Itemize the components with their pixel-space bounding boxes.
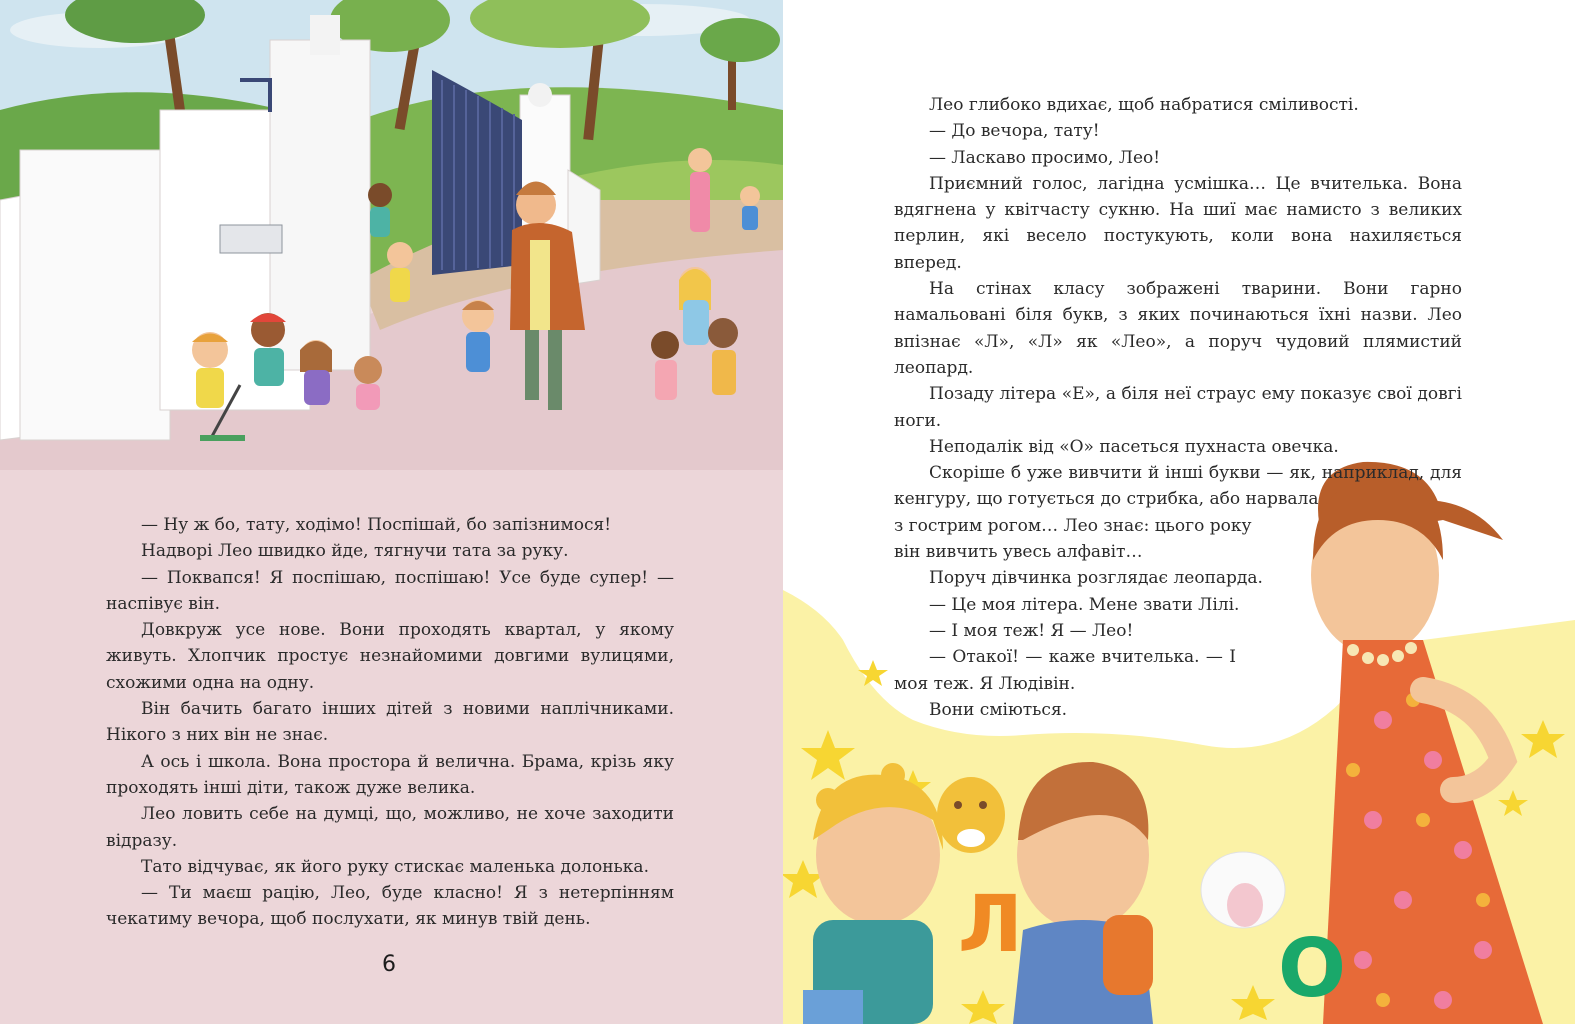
left-page (0, 0, 783, 1024)
right-page-text (894, 92, 1462, 723)
paragraph: Довкруж усе нове. Вони проходять квартал, у якому живуть. Хлопчик простує незнайомими довгими вулицями, схожими одна на одну. (106, 620, 674, 693)
paragraph: Тато відчуває, як його руку стискає маленька долонька. (141, 856, 649, 877)
page-number: 6 (382, 952, 396, 977)
paragraph: з гострим рогом… Лео знає: цього року (894, 515, 1252, 536)
letter-o-illustration: О (1278, 922, 1347, 1015)
paragraph: він вивчить увесь алфавіт… (894, 542, 1143, 563)
paragraph: — Ти маєш рацію, Лео, буде класно! Я з нетерпінням чекатиму вечора, щоб послухати, як минув твій день. (106, 883, 674, 930)
paragraph: Вони сміються. (929, 699, 1068, 720)
paragraph: Лео глибоко вдихає, щоб набратися сміливості. (929, 95, 1359, 115)
paragraph: — Ласкаво просимо, Лео! (929, 147, 1161, 168)
paragraph: — Поквапся! Я поспішаю, поспішаю! Усе буде супер! — наспівує він. (106, 567, 674, 614)
paragraph: — Ну ж бо, тату, ходімо! Поспішай, бо запізнимося! (141, 515, 612, 535)
leopard-mask (937, 777, 1005, 853)
paragraph: — Це моя літера. Мене звати Лілі. (929, 594, 1240, 615)
letter-l-illustration: Л (958, 880, 1023, 970)
paragraph: Він бачить багато інших дітей з новими наплічниками. Нікого з них він не знає. (106, 699, 674, 746)
left-page-text (106, 512, 674, 933)
paragraph: Надворі Лео швидко йде, тягнучи тата за руку. (141, 541, 569, 562)
paragraph: А ось і школа. Вона простора й велична. Брама, крізь яку проходять інші діти, також дуже велика. (106, 751, 674, 798)
paragraph: — Отакої! — каже вчителька. — І моя теж. Я Людівін. (894, 647, 1236, 694)
paragraph: Позаду літера «Е», а біля неї страус ему показує свої довгі ноги. (894, 384, 1462, 431)
paragraph: Неподалік від «О» пасеться пухнаста овечка. (929, 436, 1339, 457)
paragraph: Лео ловить себе на думці, що, можливо, не хоче заходити відразу. (106, 804, 674, 851)
paragraph: Поруч дівчинка розглядає леопарда. (929, 568, 1263, 589)
school-gate-illustration (0, 0, 783, 470)
paragraph: Приємний голос, лагідна усмішка… Це вчителька. Вона вдягнена у квітчасту сукню. На шиї має намисто з великих перлин, які весело постукують, коли вона нахиляється вперед. (894, 173, 1462, 273)
paragraph: На стінах класу зображені тварини. Вони гарно намальовані біля букв, з яких починаються їхні назви. Лео впізнає «Л», «Л» як «Лео», а поруч чудовий плямистий леопард. (894, 279, 1462, 378)
paragraph: — До вечора, тату! (929, 121, 1100, 142)
paragraph: — І моя теж! Я — Лео! (929, 620, 1134, 641)
sheep (1201, 852, 1285, 928)
paragraph: Скоріше б уже вивчити й інші букви — як, наприклад, для кенгуру, що готується до стрибка, або нарвала (894, 463, 1462, 510)
boy-leo (1013, 762, 1153, 1024)
